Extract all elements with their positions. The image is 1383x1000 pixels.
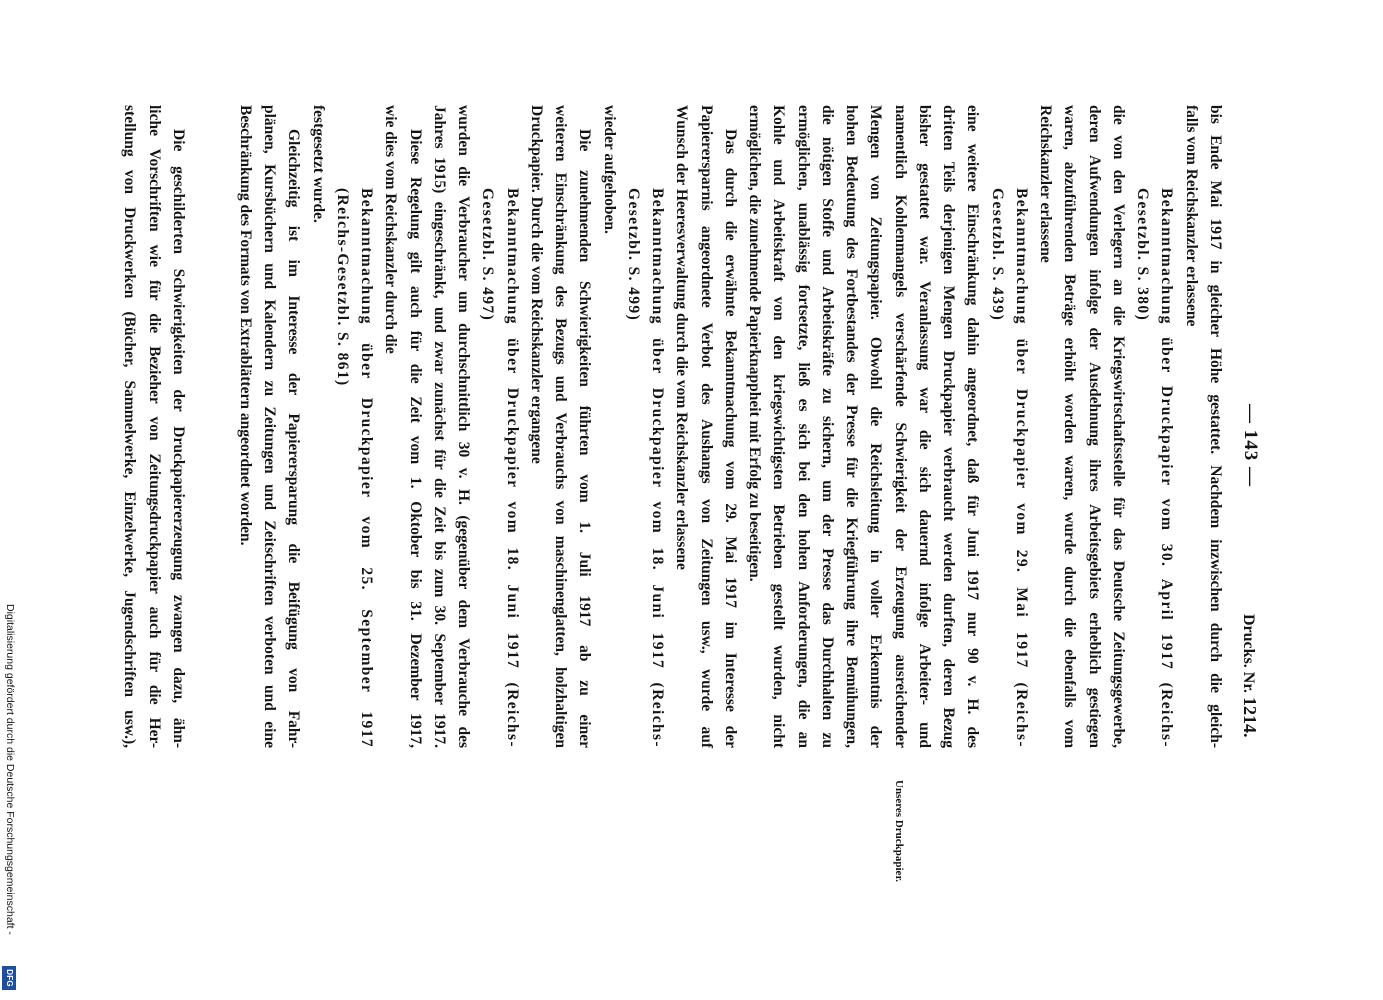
body-line: waren, abzuführenden Beträge erhöht worden waren, wurde durch die ebenfalls vom xyxy=(1061,105,1079,748)
decree-citation-line: Bekanntmachung über Druckpapier vom 25. September 1917 xyxy=(358,188,376,748)
paragraph-first-line: Diese Regelung gilt auch für die Zeit vom 1. Oktober bis 31. Dezember 1917, xyxy=(406,129,424,748)
body-line: die von den Verlegern an die Kriegswirtschaftsstelle für das Deutsche Zeitungsgewerbe, xyxy=(1110,105,1127,748)
paragraph-first-line: Gleichzeitig ist im Interesse der Papierersparung die Beifügung von Fahr- xyxy=(285,129,303,748)
body-line: Druckpapier. Durch die vom Reichskanzler ergangene xyxy=(528,105,545,464)
body-line: festgesetzt wurde. xyxy=(309,105,327,223)
body-line: Wunsch der Heeresverwaltung durch die vom Reichskanzler erlassene xyxy=(673,105,691,570)
body-line: Kohle und Arbeitskraft von den kriegswichtigsten Betrieben gestellt wurden, nicht xyxy=(770,105,788,748)
decree-citation-line: Bekanntmachung über Druckpapier vom 30. April 1917 (Reichs- xyxy=(1158,188,1176,748)
body-line: wieder aufgehoben. xyxy=(600,105,618,234)
body-line: bisher gestattet war. Veranlassung war die sich dauernd infolge Arbeiter- und xyxy=(916,105,933,748)
body-line: Jahres 1915) eingeschränkt, und zwar zunächst für die Zeit bis zum 30. September 1917. xyxy=(431,105,448,748)
body-line: Beschränkung des Formats von Extrablättern angeordnet worden. xyxy=(237,105,254,546)
body-line: liche Vorschriften wie für die Bezieher von Zeitungsdruckpapier auch für die Her- xyxy=(145,105,163,748)
body-line: hohen Bedeutung des Fortbestandes der Presse für die Kriegführung ihre Bemühungen, xyxy=(843,105,861,748)
body-line: falls vom Reichskanzler erlassene xyxy=(1182,105,1200,327)
dfg-logo-icon: DFG xyxy=(2,966,16,990)
body-line: stellung von Druckwerken (Bücher, Sammelwerke, Einzelwerke, Jugendschriften usw.), xyxy=(121,105,139,748)
paragraph-first-line: Die geschilderten Schwierigkeiten der Druckpapiererzeugung zwangen dazu, ähn- xyxy=(170,129,187,748)
paragraph-first-line: Das durch die erwähnte Bekanntmachung vom 29. Mai 1917 im Interesse der xyxy=(722,129,739,748)
body-line: wie dies vom Reichskanzler durch die xyxy=(382,105,400,354)
digitization-credit: Digitalisierung gefördert durch die Deutsche Forschungsgemeinschaft - xyxy=(4,604,16,935)
body-line: namentlich Kohlenmangels verschärfende Schwierigkeit der Erzeugung ausreichender xyxy=(891,105,909,748)
decree-citation-line: Bekanntmachung über Druckpapier vom 18. Juni 1917 (Reichs- xyxy=(503,188,521,748)
body-text xyxy=(117,105,1227,748)
decree-citation-line: Gesetzbl. S. 439) xyxy=(988,188,1006,322)
decree-citation-line: Bekanntmachung über Druckpapier vom 29. Mai 1917 (Reichs- xyxy=(1013,188,1030,748)
body-line: dritten Teils derjenigen Mengen Druckpapier verbraucht werden durften, deren Bezug xyxy=(940,105,958,748)
body-line: ermöglichen, die zunehmende Papierknappheit mit Erfolg zu beseitigen. xyxy=(746,105,764,582)
page-number: — 143 — xyxy=(1240,404,1261,487)
body-line: bis Ende Mai 1917 in gleicher Höhe gestattet. Nachdem inzwischen durch die gleich- xyxy=(1207,105,1224,748)
decree-citation-line: Gesetzbl. S. 380) xyxy=(1134,188,1152,322)
decree-citation-line: Gesetzbl. S. 497) xyxy=(479,188,497,322)
body-line: Papierersparnis angeordnete Verbot des Aushangs von Zeitungen usw., wurde auf xyxy=(697,105,715,748)
body-line: plänen, Kursbüchern und Kalendern zu Zeitungen und Zeitschriften verboten und eine xyxy=(261,105,279,748)
running-head xyxy=(1238,0,1262,1000)
body-line: ermöglichen, unablässig fortsetzte, ließ es sich bei den hohen Anforderungen, die an xyxy=(794,105,812,748)
document-number-prefix: Drucks. Nr. xyxy=(1240,614,1257,693)
decree-citation-line: Gesetzbl. S. 499) xyxy=(625,188,642,322)
body-line: deren Aufwendungen infolge der Ausdehnung ihres Arbeitsgebiets erheblich gestiegen xyxy=(1085,105,1103,748)
body-line: weiteren Einschränkung des Bezugs und Verbrauchs von maschinenglatten, holzhaltigen xyxy=(552,105,570,748)
document-number-value: 1214. xyxy=(1240,696,1260,738)
paragraph-first-line: Die zunehmenden Schwierigkeiten führten vom 1. Juli 1917 ab zu einer xyxy=(576,129,594,748)
body-line: eine weitere Einschränkung dahin angeordnet, daß für Juni 1917 nur 90 v. H. des xyxy=(964,105,982,748)
body-line: die nötigen Stoffe und Arbeitskräfte zu sichern, um der Presse das Durchhalten zu xyxy=(819,105,836,748)
document-number xyxy=(1236,614,1262,737)
body-line: Mengen von Zeitungspapier. Obwohl die Reichsleitung in voller Erkenntnis der xyxy=(867,105,885,748)
body-line: Reichskanzler erlassene xyxy=(1037,105,1055,263)
margin-note: Unseres Druckpapier. xyxy=(893,780,905,883)
body-line: wurden die Verbraucher um durchschnittlich 30 v. H. (gegenüber dem Verbrauche des xyxy=(455,105,473,748)
decree-citation-line: Bekanntmachung über Druckpapier vom 18. Juni 1917 (Reichs- xyxy=(649,188,667,748)
decree-citation-line: (Reichs-Gesetzbl. S. 861) xyxy=(334,188,351,387)
